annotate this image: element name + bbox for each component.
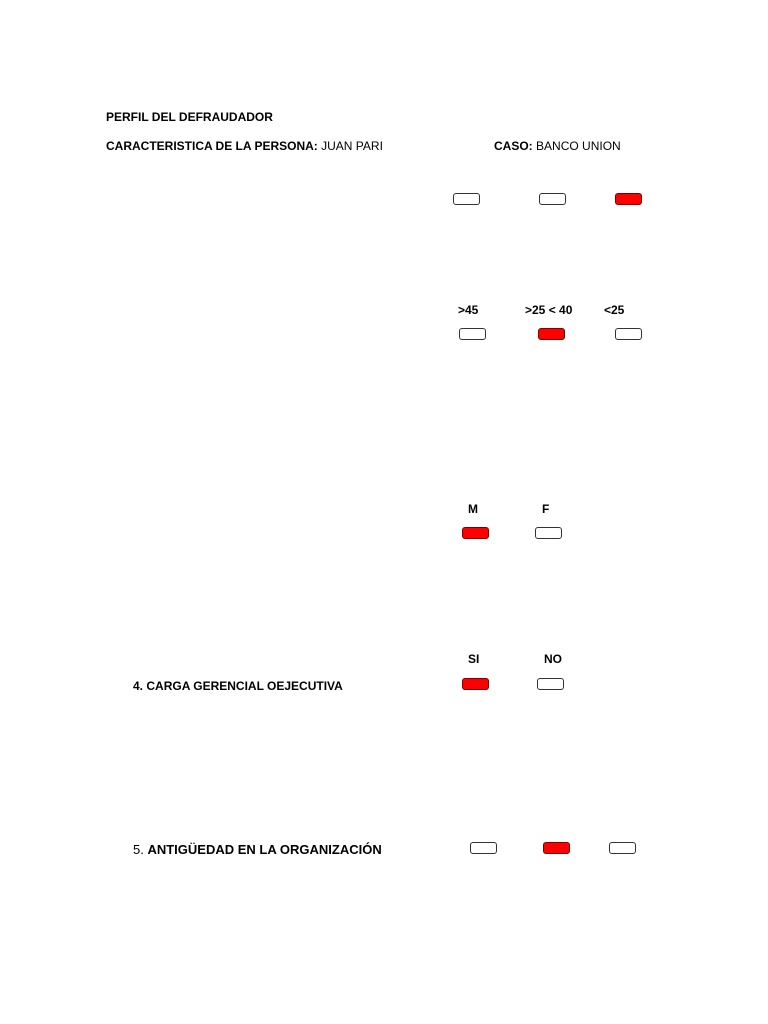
person-value: JUAN PARI — [321, 139, 383, 153]
case-value: BANCO UNION — [536, 139, 621, 153]
s4-option-label: NO — [544, 652, 562, 666]
s3-option-box[interactable] — [535, 527, 562, 539]
section-5-number: 5. — [133, 842, 144, 857]
s4-option-box[interactable] — [537, 678, 564, 690]
s1-option-box[interactable] — [453, 193, 480, 205]
section-5-title: ANTIGÜEDAD EN LA ORGANIZACIÓN — [147, 842, 382, 857]
s2-option-box[interactable] — [459, 328, 486, 340]
s1-option-box[interactable] — [615, 193, 642, 205]
s5-option-box[interactable] — [609, 842, 636, 854]
s3-option-label: M — [468, 502, 478, 516]
s3-option-label: F — [542, 502, 550, 516]
s2-option-label: <25 — [604, 303, 625, 317]
page-title: PERFIL DEL DEFRAUDADOR — [106, 110, 273, 124]
s5-option-box[interactable] — [543, 842, 570, 854]
s2-option-label: >45 — [458, 303, 479, 317]
s2-option-box[interactable] — [615, 328, 642, 340]
s4-option-box[interactable] — [462, 678, 489, 690]
section-4-heading — [133, 679, 343, 693]
s1-option-box[interactable] — [539, 193, 566, 205]
case-label: CASO: — [494, 139, 533, 153]
case-line — [494, 139, 621, 153]
s4-option-label: SI — [468, 652, 480, 666]
person-label: CARACTERISTICA DE LA PERSONA: — [106, 139, 318, 153]
s3-option-box[interactable] — [462, 527, 489, 539]
section-4-number: 4. — [133, 679, 144, 693]
s5-option-box[interactable] — [470, 842, 497, 854]
person-line — [106, 139, 383, 153]
s2-option-label: >25 < 40 — [525, 303, 573, 317]
s2-option-box[interactable] — [538, 328, 565, 340]
section-4-title: CARGA GERENCIAL OEJECUTIVA — [146, 679, 343, 693]
section-5-heading — [133, 842, 382, 857]
